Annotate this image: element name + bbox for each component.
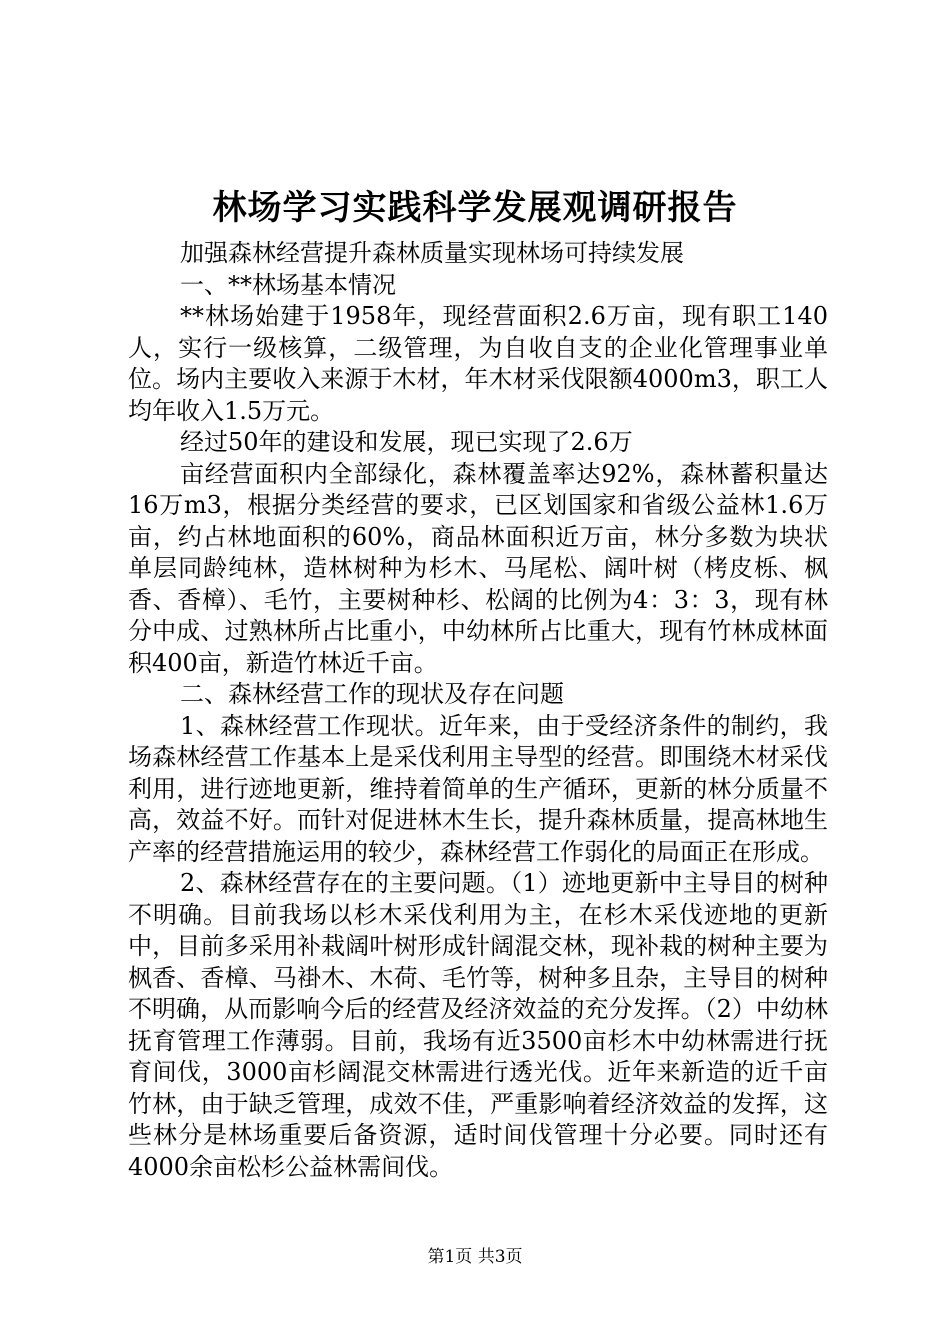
page-footer: 第1页 共3页 — [427, 1247, 523, 1267]
paragraph-development: 经过50年的建设和发展，现已实现了2.6万 — [180, 428, 633, 456]
paragraph-forest-status: 亩经营面积内全部绿化，森林覆盖率达92%，森林蓄积量达16万m3，根据分类经营的要求，已区划国家和省级公益林1.6万亩，约占林地面积的60%，商品林面积近万亩，林分多数为块状单层同龄纯林，造林树种为杉木、马尾松、阔叶树（栲皮栎、枫香、香樟）、毛竹，主要树种杉、松阔的比例为4：3：3，现有林分中成、过熟林所占比重小，中幼林所占比重大，现有竹林成林面积400亩，新造竹林近千亩。 — [128, 459, 828, 677]
paragraph-subtitle: 加强森林经营提升森林质量实现林场可持续发展 — [180, 239, 684, 267]
document-body — [128, 238, 828, 1183]
document-title: 林场学习实践科学发展观调研报告 — [212, 188, 738, 228]
paragraph-main-problems: 2、森林经营存在的主要问题。（1）迹地更新中主导目的树种不明确。目前我场以杉木采伐利用为主，在杉木采伐迹地的更新中，目前多采用补栽阔叶树形成针阔混交林，现补栽的树种主要为枫香、香樟、马褂木、木荷、毛竹等，树种多且杂，主导目的树种不明确，从而影响今后的经营及经济效益的充分发挥。（2）中幼林抚育管理工作薄弱。目前，我场有近3500亩杉木中幼林需进行抚育间伐，3000亩杉阔混交林需进行透光伐。近年来新造的近千亩竹林，由于缺乏管理，成效不佳，严重影响着经济效益的发挥，这些林分是林场重要后备资源，适时间伐管理十分必要。同时还有4000余亩松杉公益林需间伐。 — [128, 869, 828, 1181]
section-heading-1: 一、**林场基本情况 — [180, 270, 396, 299]
paragraph-management-status: 1、森林经营工作现状。近年来，由于受经济条件的制约，我场森林经营工作基本上是采伐利用主导型的经营。即围绕木材采伐利用，进行迹地更新，维持着简单的生产循环，更新的林分质量不高，效益不好。而针对促进林木生长，提升森林质量，提高林地生产率的经营措施运用的较少，森林经营工作弱化的局面正在形成。 — [128, 711, 828, 866]
paragraph-basic-info: **林场始建于1958年，现经营面积2.6万亩，现有职工140人，实行一级核算，二级管理，为自收自支的企业化管理事业单位。场内主要收入来源于木材，年木材采伐限额4000m3，职工人均年收入1.5万元。 — [128, 302, 828, 425]
section-heading-2: 二、森林经营工作的现状及存在问题 — [180, 680, 564, 708]
